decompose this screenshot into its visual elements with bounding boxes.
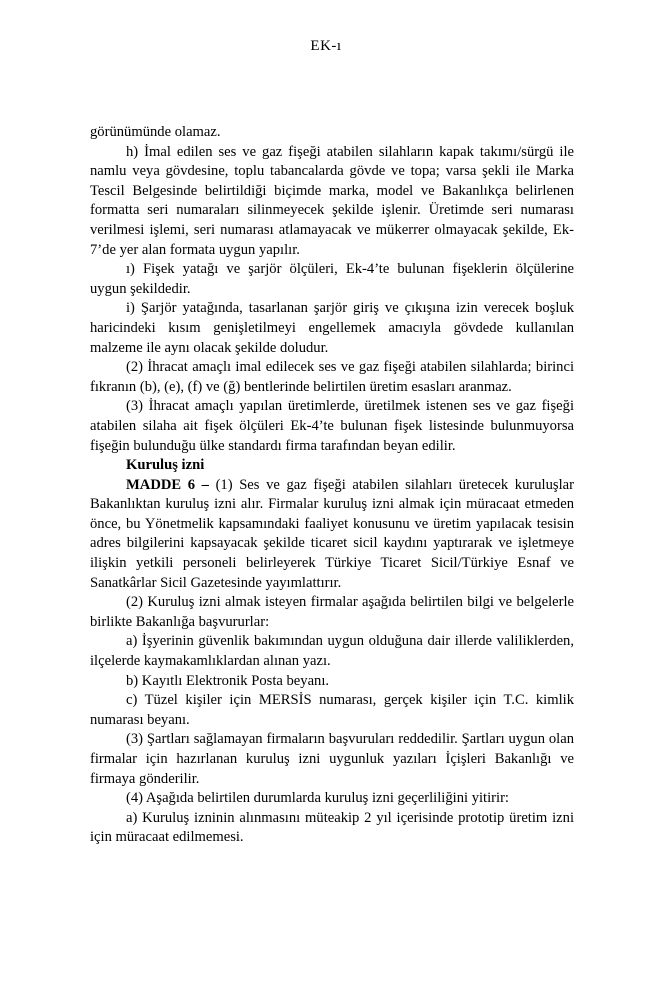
article-text: (1) Ses ve gaz fişeği atabilen silahları üretecek kuruluşlar Bakanlıktan kuruluş izni alır. Firmalar kuruluş izni almak için müracaat etmeden önce, bu Yönetmelik kapsamındaki faaliyet konusunu ve üretim yapılacak tesisin adres bilgilerini kapsayacak şekilde ticaret sicil kaydını yaptırarak ve işletmeye ilişkin yetkili personeli belirleyerek Türkiye Ticaret Sicil/Türkiye Esnaf ve Sanatkârlar Sicil Gazetesinde yayımlattırır. [90,476,574,591]
page-header: EK-ı [310,38,342,54]
paragraph: görünümünde olamaz. [90,124,221,140]
paragraph: (3) İhracat amaçlı yapılan üretimlerde, üretilmek istenen ses ve gaz fişeği atabilen silaha ait fişek ölçüleri Ek-4’te bulunan fişek listesinde bulunmuyorsa fişeğin bulunduğu ülke standardı firma tarafından beyan edilir. [90,398,574,454]
paragraph: (3) Şartları sağlamayan firmaların başvuruları reddedilir. Şartları uygun olan firmalar için hazırlanan kuruluş izni uygunluk yazıları İçişleri Bakanlığı ve firmaya gönderilir. [90,731,574,787]
paragraph: (2) Kuruluş izni almak isteyen firmalar aşağıda belirtilen bilgi ve belgelerle birlikte Bakanlığa başvururlar: [90,594,574,630]
paragraph: (2) İhracat amaçlı imal edilecek ses ve gaz fişeği atabilen silahlarda; birinci fıkranın (b), (e), (f) ve (ğ) bentlerinde belirtilen üretim esasları aranmaz. [90,359,574,395]
document-body [90,123,574,848]
paragraph: i) Şarjör yatağında, tasarlanan şarjör giriş ve çıkışına izin verecek boşluk haricindeki kısım genişletilmeyi engellemek amacıyla gövdede kullanılan malzeme ile aynı olacak şekilde doludur. [90,300,574,356]
paragraph: a) İşyerinin güvenlik bakımından uygun olduğuna dair illerde valiliklerden, ilçelerde kaymakamlıklardan alınan yazı. [90,633,574,670]
section-heading: Kuruluş izni [126,457,205,474]
paragraph: c) Tüzel kişiler için MERSİS numarası, gerçek kişiler için T.C. kimlik numarası beyanı. [90,692,574,728]
paragraph: h) İmal edilen ses ve gaz fişeği atabilen silahların kapak takımı/sürgü ile namlu veya gövdesine, toplu tabancalarda gövde ve topa; varsa şekli ile Marka Tescil Belgesinde belirtildiği biçimde marka, model ve Bakanlıkça belirlenen formatta seri numaraları silinmeyecek şekilde işlenir. Üretimde seri numarası verilmesi işlemi, seri numarası atlamayacak ve mükerrer olmayacak şekilde, Ek-7’de yer alan formata uygun yapılır. [90,143,574,258]
paragraph: ı) Fişek yatağı ve şarjör ölçüleri, Ek-4’te bulunan fişeklerin ölçülerine uygun şekildedir. [90,261,574,297]
article-label: MADDE 6 – [126,476,209,493]
paragraph: (4) Aşağıda belirtilen durumlarda kuruluş izni geçerliliğini yitirir: [126,790,509,807]
paragraph: a) Kuruluş izninin alınmasını müteakip 2 yıl içerisinde prototip üretim izni için müracaat edilmemesi. [90,809,574,846]
paragraph: b) Kayıtlı Elektronik Posta beyanı. [126,672,330,689]
article-paragraph [90,476,574,594]
